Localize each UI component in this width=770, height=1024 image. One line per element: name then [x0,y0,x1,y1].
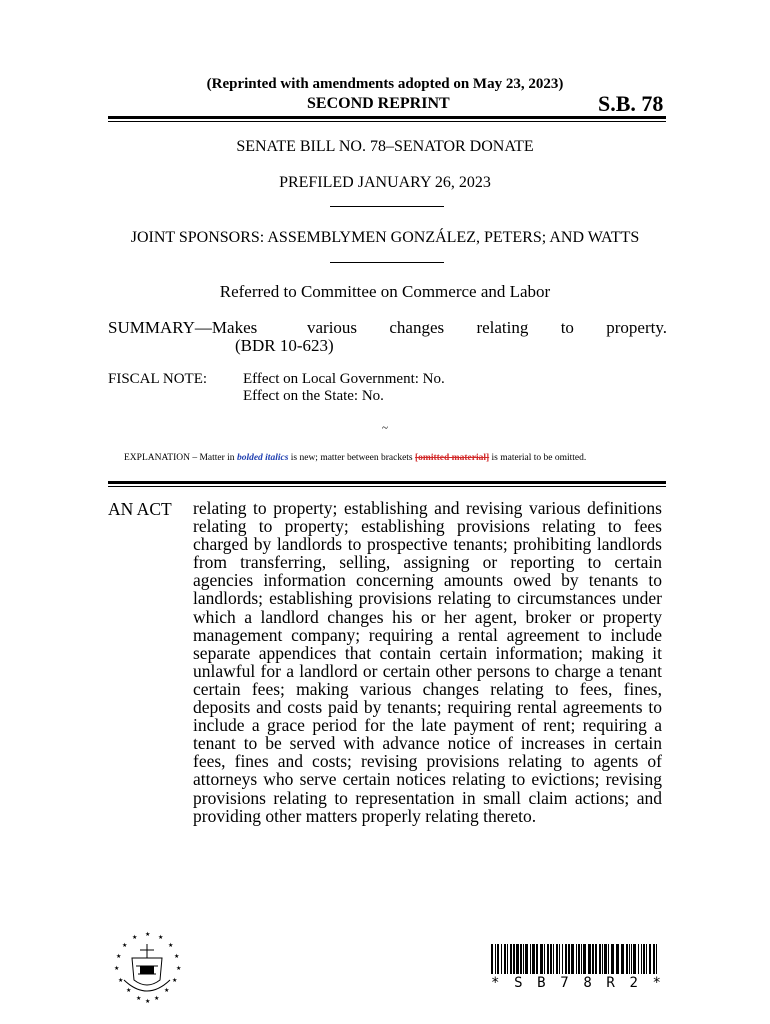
barcode-bar [576,944,577,974]
explanation-suffix: is material to be omitted. [489,453,587,463]
barcode-bar [525,944,528,974]
summary-bdr: (BDR 10-623) [235,336,334,355]
barcode-bar [649,944,651,974]
fiscal-note-local: Effect on Local Government: No. [243,371,445,387]
svg-text:★: ★ [122,942,128,949]
barcode-bar [523,944,524,974]
barcode-bar [540,944,543,974]
body-rule-thin [108,486,666,487]
prefiled-line [0,174,770,192]
barcode-bar [497,944,499,974]
barcode-bar [592,944,594,974]
bill-id: S.B. 78 [598,91,664,116]
summary-text: various changes relating to property. [307,318,667,337]
barcode-char: * [652,975,661,991]
barcode-bar [504,944,506,974]
barcode-bar [501,944,502,974]
barcode-label [491,975,661,991]
barcode-bar [556,944,558,974]
fiscal-note-label: FISCAL NOTE: [108,371,208,387]
barcode-bar [553,944,554,974]
barcode-char: S [514,975,523,991]
prefiled-text: PREFILED JANUARY 26, 2023 [279,174,491,191]
explanation-new-matter: bolded italics [236,453,289,463]
joint-sponsors-line [0,229,770,247]
barcode-bar [532,944,535,974]
state-seal-icon [110,930,184,1004]
svg-text:★: ★ [176,965,182,972]
bill-title-text: SENATE BILL NO. 78–SENATOR DONATE [236,138,534,155]
barcode-bar [571,944,574,974]
barcode-bar [536,944,538,974]
barcode-bar [616,944,619,974]
barcode-bar [629,944,630,974]
barcode-bar [520,944,522,974]
explanation-line [124,453,586,463]
barcode-bar [547,944,549,974]
barcode-bar [626,944,628,974]
barcode-char: 7 [560,975,569,991]
svg-text:★: ★ [174,953,180,960]
barcode-bar [611,944,614,974]
barcode-bar [646,944,647,974]
fiscal-note-state: Effect on the State: No. [243,388,384,404]
barcode-bar [530,944,531,974]
act-text: relating to property; establishing and revising various definitions relating to property; establishing provisions relating to fees charged by landlords to prospective tenants; prohibiting landlords from transferring, selling, assigning or reporting to certain agencies information concerning amounts owed by tenants to landlords; establishing provisions relating to circumstances under which a landlord changes his or her agent, broker or property management company; requiring a rental agreement to include separate appendices that contain certain information; making it unlawful for a landlord or certain other persons to charge a tenant certain fees; making various changes relating to fees, fines, deposits and costs paid by tenants; requiring rental agreements to include a grace period for the late payment of rent; requiring a tenant to be served with advance notice of increases in certain fees, fines and costs; revising provisions relating to agents of attorneys who serve certain notices relating to evictions; revising provisions relating to representation in small claim actions; and providing other matters properly relating thereto. [193,498,662,826]
barcode-bar [581,944,582,974]
barcode-bar [559,944,560,974]
barcode-char: 2 [629,975,638,991]
barcode-bar [491,944,493,974]
divider-2 [330,262,444,263]
svg-text:★: ★ [172,977,178,984]
act-label: AN ACT [108,499,172,519]
barcode-bar [631,944,632,974]
referred-to-committee: Referred to Committee on Commerce and Labor [219,282,551,301]
barcode-char: * [491,975,500,991]
barcode-bar [544,944,545,974]
divider-1 [330,206,444,207]
svg-text:★: ★ [118,977,124,984]
explanation-middle: is new; matter between brackets [288,453,416,463]
barcode-bar [507,944,508,974]
svg-text:★: ★ [126,987,132,994]
svg-text:★: ★ [116,953,122,960]
barcode-bar [653,944,655,974]
svg-text:★: ★ [114,965,120,972]
barcode-bar [595,944,597,974]
barcode-bar [656,944,657,974]
summary-label: SUMMARY—Makes [108,318,258,337]
explanation-omitted-matter: [omitted material] [415,453,490,463]
header-rule-thick [108,116,666,119]
body-rule-thick [108,481,666,484]
barcode-bar [633,944,636,974]
barcode-bar [621,944,624,974]
barcode-char: R [606,975,615,991]
barcode-bar [604,944,607,974]
svg-text:★: ★ [164,987,170,994]
svg-text:★: ★ [168,942,174,949]
svg-text:★: ★ [154,995,160,1002]
barcode-bar [588,944,591,974]
barcode-bar [562,944,563,974]
barcode-bar [638,944,639,974]
svg-text:★: ★ [145,998,151,1004]
barcode-bar [602,944,603,974]
barcode-bar [641,944,642,974]
barcode-bar [583,944,586,974]
barcode-char: 8 [583,975,592,991]
explanation-prefix: EXPLANATION – Matter in [124,453,237,463]
svg-text:★: ★ [136,995,142,1002]
barcode-bar [578,944,580,974]
barcode-bar [550,944,552,974]
barcode-bar [608,944,609,974]
barcode-bar [568,944,570,974]
barcode-bar [516,944,519,974]
joint-sponsors-text: JOINT SPONSORS: ASSEMBLYMEN GONZÁLEZ, PETERS; AND WATTS [130,229,640,246]
bill-title-line [0,138,770,156]
header-rule-thin [108,121,666,122]
barcode-icon [491,944,661,978]
svg-text:★: ★ [145,931,151,938]
barcode-bar [513,944,515,974]
svg-text:★: ★ [158,934,164,941]
barcode-char: B [537,975,546,991]
reprint-note: (Reprinted with amendments adopted on May 23, 2023) [206,76,564,92]
barcode-bar [495,944,496,974]
section-separator: ~ [382,422,388,434]
barcode-bar [643,944,645,974]
second-reprint-label: SECOND REPRINT [307,95,450,112]
barcode-bar [599,944,601,974]
svg-text:★: ★ [132,934,138,941]
barcode-bar [510,944,512,974]
barcode-bar [565,944,567,974]
